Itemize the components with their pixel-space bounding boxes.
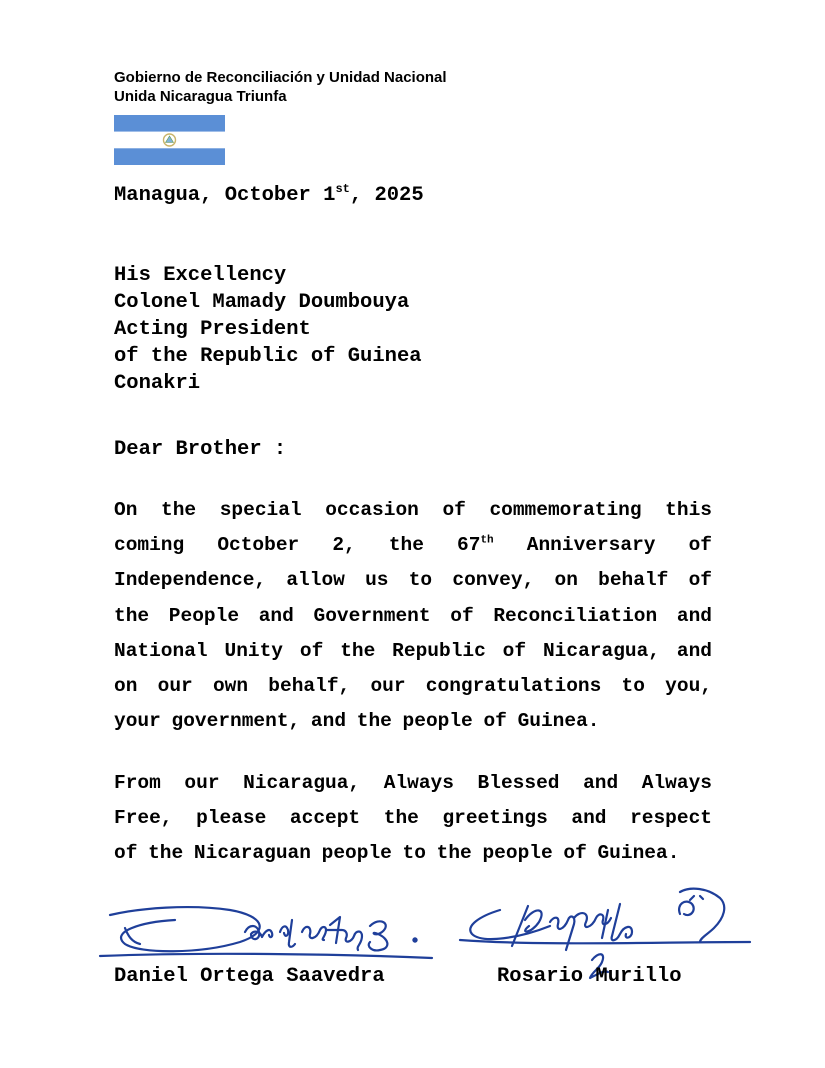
body-line: National Unity of the Republic of Nicaragua, and [114, 639, 712, 662]
nicaragua-flag-icon [114, 115, 225, 165]
recipient-address [114, 262, 422, 397]
body-line: your government, and the people of Guinea. [114, 710, 600, 733]
letter-date: Managua, October 1st, 2025 [114, 182, 424, 207]
body-paragraph-1 [114, 493, 712, 739]
body-line: of the Nicaraguan people to the people of Guinea. [114, 842, 680, 865]
letterhead-government: Gobierno de Reconciliación y Unidad Nacional [114, 69, 447, 86]
signatory-name-rosario-murillo: Rosario Murillo [497, 965, 682, 988]
recipient-line: Colonel Mamady Doumbouya [114, 291, 410, 314]
recipient-line: of the Republic of Guinea [114, 345, 422, 368]
ordinal-suffix: th [480, 534, 494, 547]
body-line: coming October 2, the 67th Anniversary of [114, 534, 712, 557]
letterhead-motto: Unida Nicaragua Triunfa [114, 88, 287, 105]
body-paragraph-2 [114, 766, 712, 872]
recipient-line: Acting President [114, 318, 311, 341]
salutation: Dear Brother : [114, 438, 287, 461]
body-line: Free, please accept the greetings and respect [114, 807, 712, 830]
signature-left [100, 907, 432, 958]
body-line: on our own behalf, our congratulations to you, [114, 675, 712, 698]
body-line: On the special occasion of commemorating this [114, 499, 712, 521]
recipient-line: His Excellency [114, 264, 287, 287]
recipient-line: Conakri [114, 372, 201, 395]
body-line: From our Nicaragua, Always Blessed and Always [114, 772, 712, 794]
body-line: Independence, allow us to convey, on behalf of [114, 569, 712, 592]
body-line: the People and Government of Reconciliation and [114, 604, 712, 627]
signatory-name-daniel-ortega: Daniel Ortega Saavedra [114, 965, 385, 988]
date-ordinal: st [335, 182, 350, 197]
letterhead [114, 68, 447, 106]
